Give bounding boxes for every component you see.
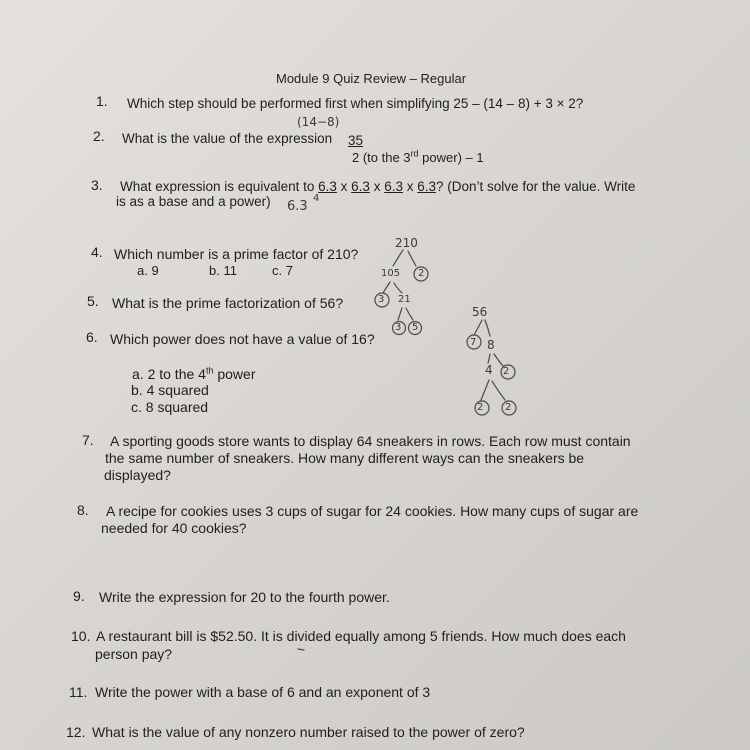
question-8-line-2: needed for 40 cookies?	[101, 520, 247, 536]
tree-210-3b: 3	[395, 322, 402, 333]
question-7-line-1: A sporting goods store wants to display 64 sneakers in rows. Each row must contain	[110, 433, 631, 449]
tree-56-2b: 2	[477, 402, 484, 413]
question-6-option-c: c. 8 squared	[131, 399, 209, 415]
question-6-number: 6.	[86, 329, 98, 345]
question-9-number: 9.	[73, 588, 85, 604]
question-5-text: What is the prime factorization of 56?	[112, 295, 344, 311]
question-2-numerator: 35	[348, 133, 364, 148]
question-3-number: 3.	[91, 177, 103, 193]
tree-210-root: 210	[395, 236, 418, 250]
question-7-line-2: the same number of sneakers. How many different ways can the sneakers be	[105, 450, 585, 466]
question-7-line-3: displayed?	[104, 467, 171, 483]
question-4-option-a: a. 9	[137, 263, 159, 278]
question-3-line-2: is as a base and a power)	[116, 194, 271, 209]
handwritten-answer-base: 6.3	[287, 199, 308, 214]
question-6-text: Which power does not have a value of 16?	[110, 331, 375, 347]
question-6-option-a: a. 2 to the 4th power	[132, 365, 256, 382]
tree-210-2: 2	[418, 268, 425, 279]
handwritten-step-note: (14−8)	[297, 115, 340, 129]
page-title: Module 9 Quiz Review – Regular	[276, 71, 467, 86]
tree-56-2c: 2	[505, 402, 512, 413]
question-4-text: Which number is a prime factor of 210?	[114, 246, 359, 262]
question-10-line-2: person pay?	[95, 646, 173, 662]
tree-56-8: 8	[487, 338, 495, 352]
question-10-number: 10.	[71, 628, 91, 644]
question-5-number: 5.	[87, 293, 99, 309]
question-1-number: 1.	[96, 93, 108, 109]
question-2-denominator: 2 (to the 3rd power) – 1	[352, 148, 484, 165]
question-9-text: Write the expression for 20 to the fourth power.	[99, 589, 390, 605]
question-4-number: 4.	[91, 244, 103, 260]
question-10-line-1: A restaurant bill is $52.50. It is divided equally among 5 friends. How much does each	[96, 628, 626, 644]
question-1-text: Which step should be performed first when simplifying 25 – (14 – 8) + 3 × 2?	[127, 96, 584, 111]
tree-210-21: 21	[398, 294, 411, 305]
question-8-number: 8.	[77, 502, 89, 518]
question-12-text: What is the value of any nonzero number raised to the power of zero?	[92, 724, 525, 740]
tree-56-4: 4	[485, 363, 493, 377]
question-3-line-1: What expression is equivalent to 6.3 x 6.3 x 6.3 x 6.3? (Don’t solve for the value. Write	[120, 179, 636, 194]
question-8-line-1: A recipe for cookies uses 3 cups of sugar for 24 cookies. How many cups of sugar are	[106, 503, 639, 519]
handwritten-answer-exponent: 4	[313, 193, 320, 204]
question-12-number: 12.	[66, 724, 86, 740]
question-7-number: 7.	[82, 432, 94, 448]
tree-210-5: 5	[412, 322, 419, 333]
question-11-text: Write the power with a base of 6 and an exponent of 3	[95, 684, 431, 700]
tree-210-105: 105	[381, 268, 401, 279]
question-2-text: What is the value of the expression	[122, 131, 333, 146]
question-11-number: 11.	[69, 684, 88, 700]
question-4-option-b: b. 11	[209, 263, 237, 278]
tree-56-7: 7	[470, 337, 477, 348]
tree-210-3: 3	[378, 294, 385, 305]
question-6-option-b: b. 4 squared	[131, 382, 209, 398]
tree-56-2a: 2	[503, 366, 510, 377]
question-2-number: 2.	[93, 128, 105, 144]
tree-56-root: 56	[472, 305, 488, 319]
question-4-option-c: c. 7	[272, 263, 293, 278]
